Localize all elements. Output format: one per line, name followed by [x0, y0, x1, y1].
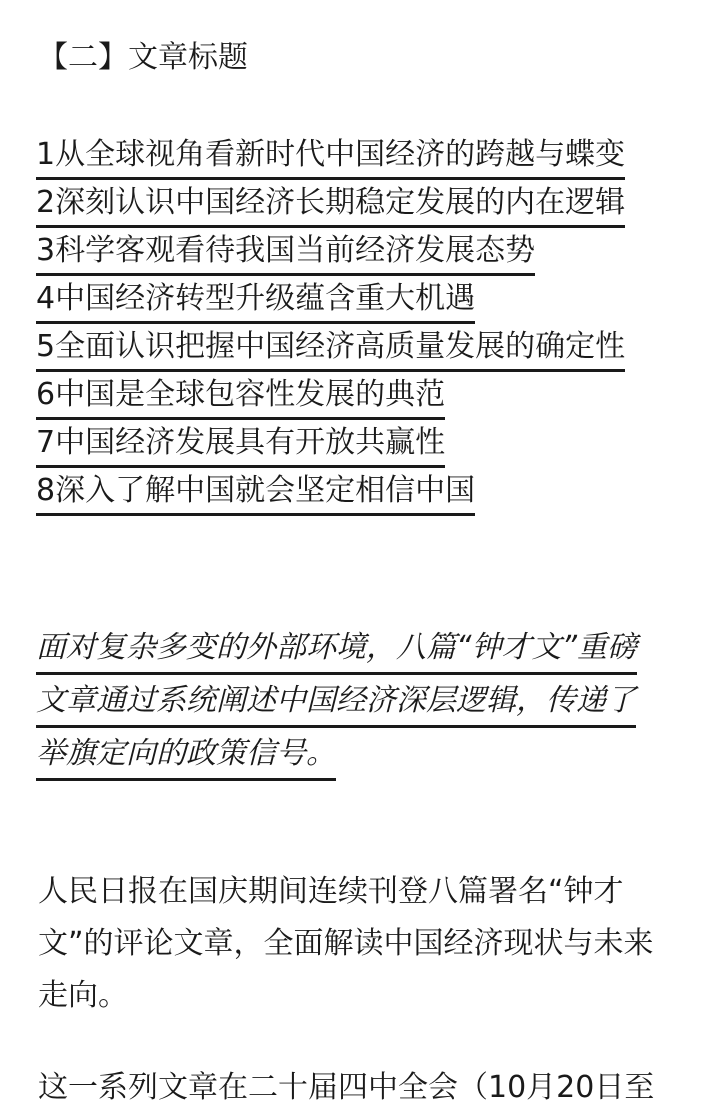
article-title-list [36, 134, 625, 518]
article-title-1[interactable]: 1从全球视角看新时代中国经济的跨越与蝶变 [36, 134, 625, 180]
article-title-3[interactable]: 3科学客观看待我国当前经济发展态势 [36, 230, 535, 276]
quote-line-2: 文章通过系统阐述中国经济深层逻辑，传递了 [36, 675, 636, 728]
paragraph-1-line-3: 走向。 [38, 978, 128, 1013]
paragraph-1-line-2: 文”的评论文章，全面解读中国经济现状与未来 [38, 926, 654, 961]
body-paragraph-2: 这一系列文章在二十届四中全会（10月20日至 [38, 1070, 655, 1105]
body-paragraph-1 [38, 866, 688, 1022]
article-title-6[interactable]: 6中国是全球包容性发展的典范 [36, 374, 445, 420]
quote-line-1: 面对复杂多变的外部环境，八篇“钟才文”重磅 [36, 622, 637, 675]
article-title-2[interactable]: 2深刻认识中国经济长期稳定发展的内在逻辑 [36, 182, 625, 228]
article-title-4[interactable]: 4中国经济转型升级蕴含重大机遇 [36, 278, 475, 324]
article-title-8[interactable]: 8深入了解中国就会坚定相信中国 [36, 470, 475, 516]
article-title-7[interactable]: 7中国经济发展具有开放共赢性 [36, 422, 445, 468]
paragraph-1-line-1: 人民日报在国庆期间连续刊登八篇署名“钟才 [38, 874, 624, 909]
article-title-5[interactable]: 5全面认识把握中国经济高质量发展的确定性 [36, 326, 625, 372]
italic-summary-quote [36, 622, 686, 781]
section-heading: 【二】文章标题 [38, 40, 248, 75]
quote-line-3: 举旗定向的政策信号。 [36, 728, 336, 781]
